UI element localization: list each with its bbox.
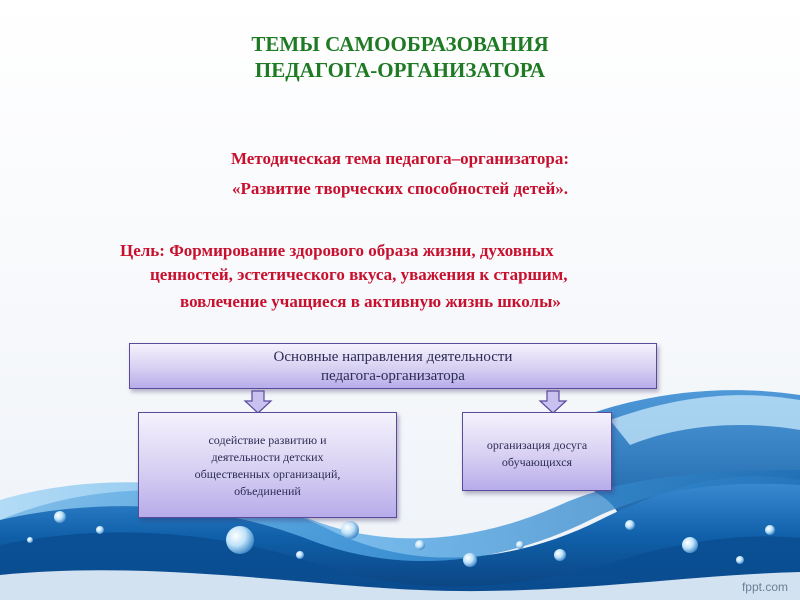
method-theme-value: «Развитие творческих способностей детей». (231, 179, 569, 198)
down-arrow-icon-left (243, 390, 273, 414)
right-box-line2: обучающихся (501, 455, 573, 469)
leisure-organization-box (462, 412, 612, 491)
method-theme-label: Методическая тема педагога–организатора: (230, 149, 569, 168)
left-box-line1: содействие развитию и (208, 433, 327, 447)
slide-title-line1: ТЕМЫ САМООБРАЗОВАНИЯ (251, 32, 549, 56)
left-box-line4: объединений (234, 484, 301, 498)
left-box-line3: общественных организаций, (194, 467, 341, 481)
right-box-line1: организация досуга (486, 438, 588, 452)
goal-line1: Цель: Формирование здорового образа жизни, духовных (120, 241, 554, 260)
watermark: fppt.com (741, 580, 788, 594)
down-arrow-icon-right (538, 390, 568, 414)
youth-organizations-box (138, 412, 397, 518)
main-directions-box (129, 343, 657, 389)
goal-line3: вовлечение учащиеся в активную жизнь школы» (180, 292, 561, 311)
slide-title-line2: ПЕДАГОГА-ОРГАНИЗАТОРА (254, 58, 546, 82)
goal-line2: ценностей, эстетического вкуса, уважения к старшим, (150, 265, 568, 284)
main-box-line2: педагога-организатора (321, 368, 465, 384)
left-box-line2: деятельности детских (211, 450, 324, 464)
main-box-line1: Основные направления деятельности (273, 349, 513, 365)
